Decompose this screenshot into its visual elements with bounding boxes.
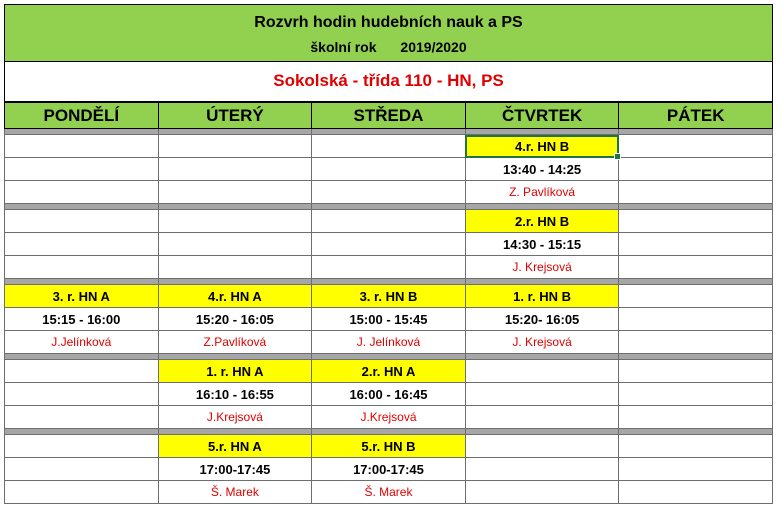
empty-cell[interactable] [619,458,773,481]
day-header-tuesday[interactable]: ÚTERÝ [158,103,312,129]
empty-cell[interactable] [5,458,159,481]
lesson-name-monday[interactable]: 3. r. HN A [5,285,159,308]
empty-cell[interactable] [5,158,159,181]
lesson-time-monday[interactable]: 15:15 - 16:00 [5,308,159,331]
day-header-monday[interactable]: PONDĚLÍ [5,103,159,129]
empty-cell[interactable] [619,481,773,504]
empty-cell[interactable] [158,210,312,233]
lesson-teacher-thursday[interactable]: J. Krejsová [465,331,619,354]
lesson-teacher-wednesday[interactable]: Š. Marek [312,481,466,504]
empty-cell[interactable] [619,406,773,429]
lesson-name-wednesday[interactable]: 5.r. HN B [312,435,466,458]
lesson-teacher-tuesday[interactable]: Š. Marek [158,481,312,504]
table-row [5,331,773,354]
empty-cell[interactable] [158,181,312,204]
empty-cell[interactable] [5,406,159,429]
empty-cell[interactable] [619,135,773,158]
empty-cell[interactable] [465,435,619,458]
lesson-name-thursday[interactable]: 2.r. HN B [465,210,619,233]
location-title[interactable]: Sokolská - třída 110 - HN, PS [4,62,773,102]
empty-cell[interactable] [619,435,773,458]
lesson-time-thursday[interactable]: 13:40 - 14:25 [465,158,619,181]
lesson-time-tuesday[interactable]: 15:20 - 16:05 [158,308,312,331]
empty-cell[interactable] [312,256,466,279]
empty-cell[interactable] [5,383,159,406]
empty-cell[interactable] [619,233,773,256]
empty-cell[interactable] [619,308,773,331]
empty-cell[interactable] [619,285,773,308]
table-row [5,435,773,458]
empty-cell[interactable] [5,181,159,204]
empty-cell[interactable] [312,158,466,181]
table-row [5,285,773,308]
lesson-teacher-tuesday[interactable]: J.Krejsová [158,406,312,429]
lesson-name-wednesday[interactable]: 2.r. HN A [312,360,466,383]
empty-cell[interactable] [312,181,466,204]
lesson-name-tuesday[interactable]: 4.r. HN A [158,285,312,308]
empty-cell[interactable] [158,233,312,256]
table-row [5,308,773,331]
empty-cell[interactable] [619,331,773,354]
table-row [5,360,773,383]
table-row [5,135,773,158]
empty-cell[interactable] [5,210,159,233]
empty-cell[interactable] [5,233,159,256]
lesson-time-wednesday[interactable]: 17:00-17:45 [312,458,466,481]
lesson-time-wednesday[interactable]: 16:00 - 16:45 [312,383,466,406]
lesson-time-tuesday[interactable]: 17:00-17:45 [158,458,312,481]
table-row [5,181,773,204]
empty-cell[interactable] [158,158,312,181]
lesson-name-tuesday[interactable]: 5.r. HN A [158,435,312,458]
table-row [5,406,773,429]
lesson-teacher-wednesday[interactable]: J. Jelínková [312,331,466,354]
empty-cell[interactable] [465,481,619,504]
day-header-row [5,103,773,129]
empty-cell[interactable] [158,135,312,158]
empty-cell[interactable] [619,383,773,406]
table-row [5,383,773,406]
timetable-grid [4,102,773,504]
lesson-name-tuesday[interactable]: 1. r. HN A [158,360,312,383]
school-year-value: 2019/2020 [400,39,467,55]
empty-cell[interactable] [158,256,312,279]
empty-cell[interactable] [5,256,159,279]
lesson-name-wednesday[interactable]: 3. r. HN B [312,285,466,308]
lesson-name-thursday[interactable]: 4.r. HN B [465,135,619,158]
lesson-teacher-monday[interactable]: J.Jelínková [5,331,159,354]
lesson-time-thursday[interactable]: 15:20- 16:05 [465,308,619,331]
empty-cell[interactable] [312,210,466,233]
lesson-teacher-thursday[interactable]: Z. Pavlíková [465,181,619,204]
table-row [5,210,773,233]
lesson-name-thursday[interactable]: 1. r. HN B [465,285,619,308]
lesson-teacher-tuesday[interactable]: Z.Pavlíková [158,331,312,354]
schedule-title: Rozvrh hodin hudebních nauk a PS [254,14,523,31]
school-year-label: školní rok [310,39,377,55]
lesson-teacher-thursday[interactable]: J. Krejsová [465,256,619,279]
empty-cell[interactable] [5,135,159,158]
empty-cell[interactable] [312,233,466,256]
table-row [5,481,773,504]
empty-cell[interactable] [619,360,773,383]
empty-cell[interactable] [465,360,619,383]
day-header-wednesday[interactable]: STŘEDA [312,103,466,129]
empty-cell[interactable] [5,435,159,458]
table-row [5,158,773,181]
empty-cell[interactable] [5,481,159,504]
table-row [5,458,773,481]
title-banner[interactable] [4,4,773,62]
empty-cell[interactable] [619,256,773,279]
day-header-thursday[interactable]: ČTVRTEK [465,103,619,129]
empty-cell[interactable] [5,360,159,383]
empty-cell[interactable] [619,158,773,181]
lesson-time-wednesday[interactable]: 15:00 - 15:45 [312,308,466,331]
day-header-friday[interactable]: PÁTEK [619,103,773,129]
empty-cell[interactable] [312,135,466,158]
table-row [5,256,773,279]
schedule-sheet [4,4,773,504]
lesson-time-tuesday[interactable]: 16:10 - 16:55 [158,383,312,406]
empty-cell[interactable] [465,383,619,406]
empty-cell[interactable] [619,181,773,204]
table-row [5,233,773,256]
lesson-time-thursday[interactable]: 14:30 - 15:15 [465,233,619,256]
empty-cell[interactable] [465,458,619,481]
empty-cell[interactable] [465,406,619,429]
lesson-teacher-wednesday[interactable]: J.Krejsová [312,406,466,429]
empty-cell[interactable] [619,210,773,233]
